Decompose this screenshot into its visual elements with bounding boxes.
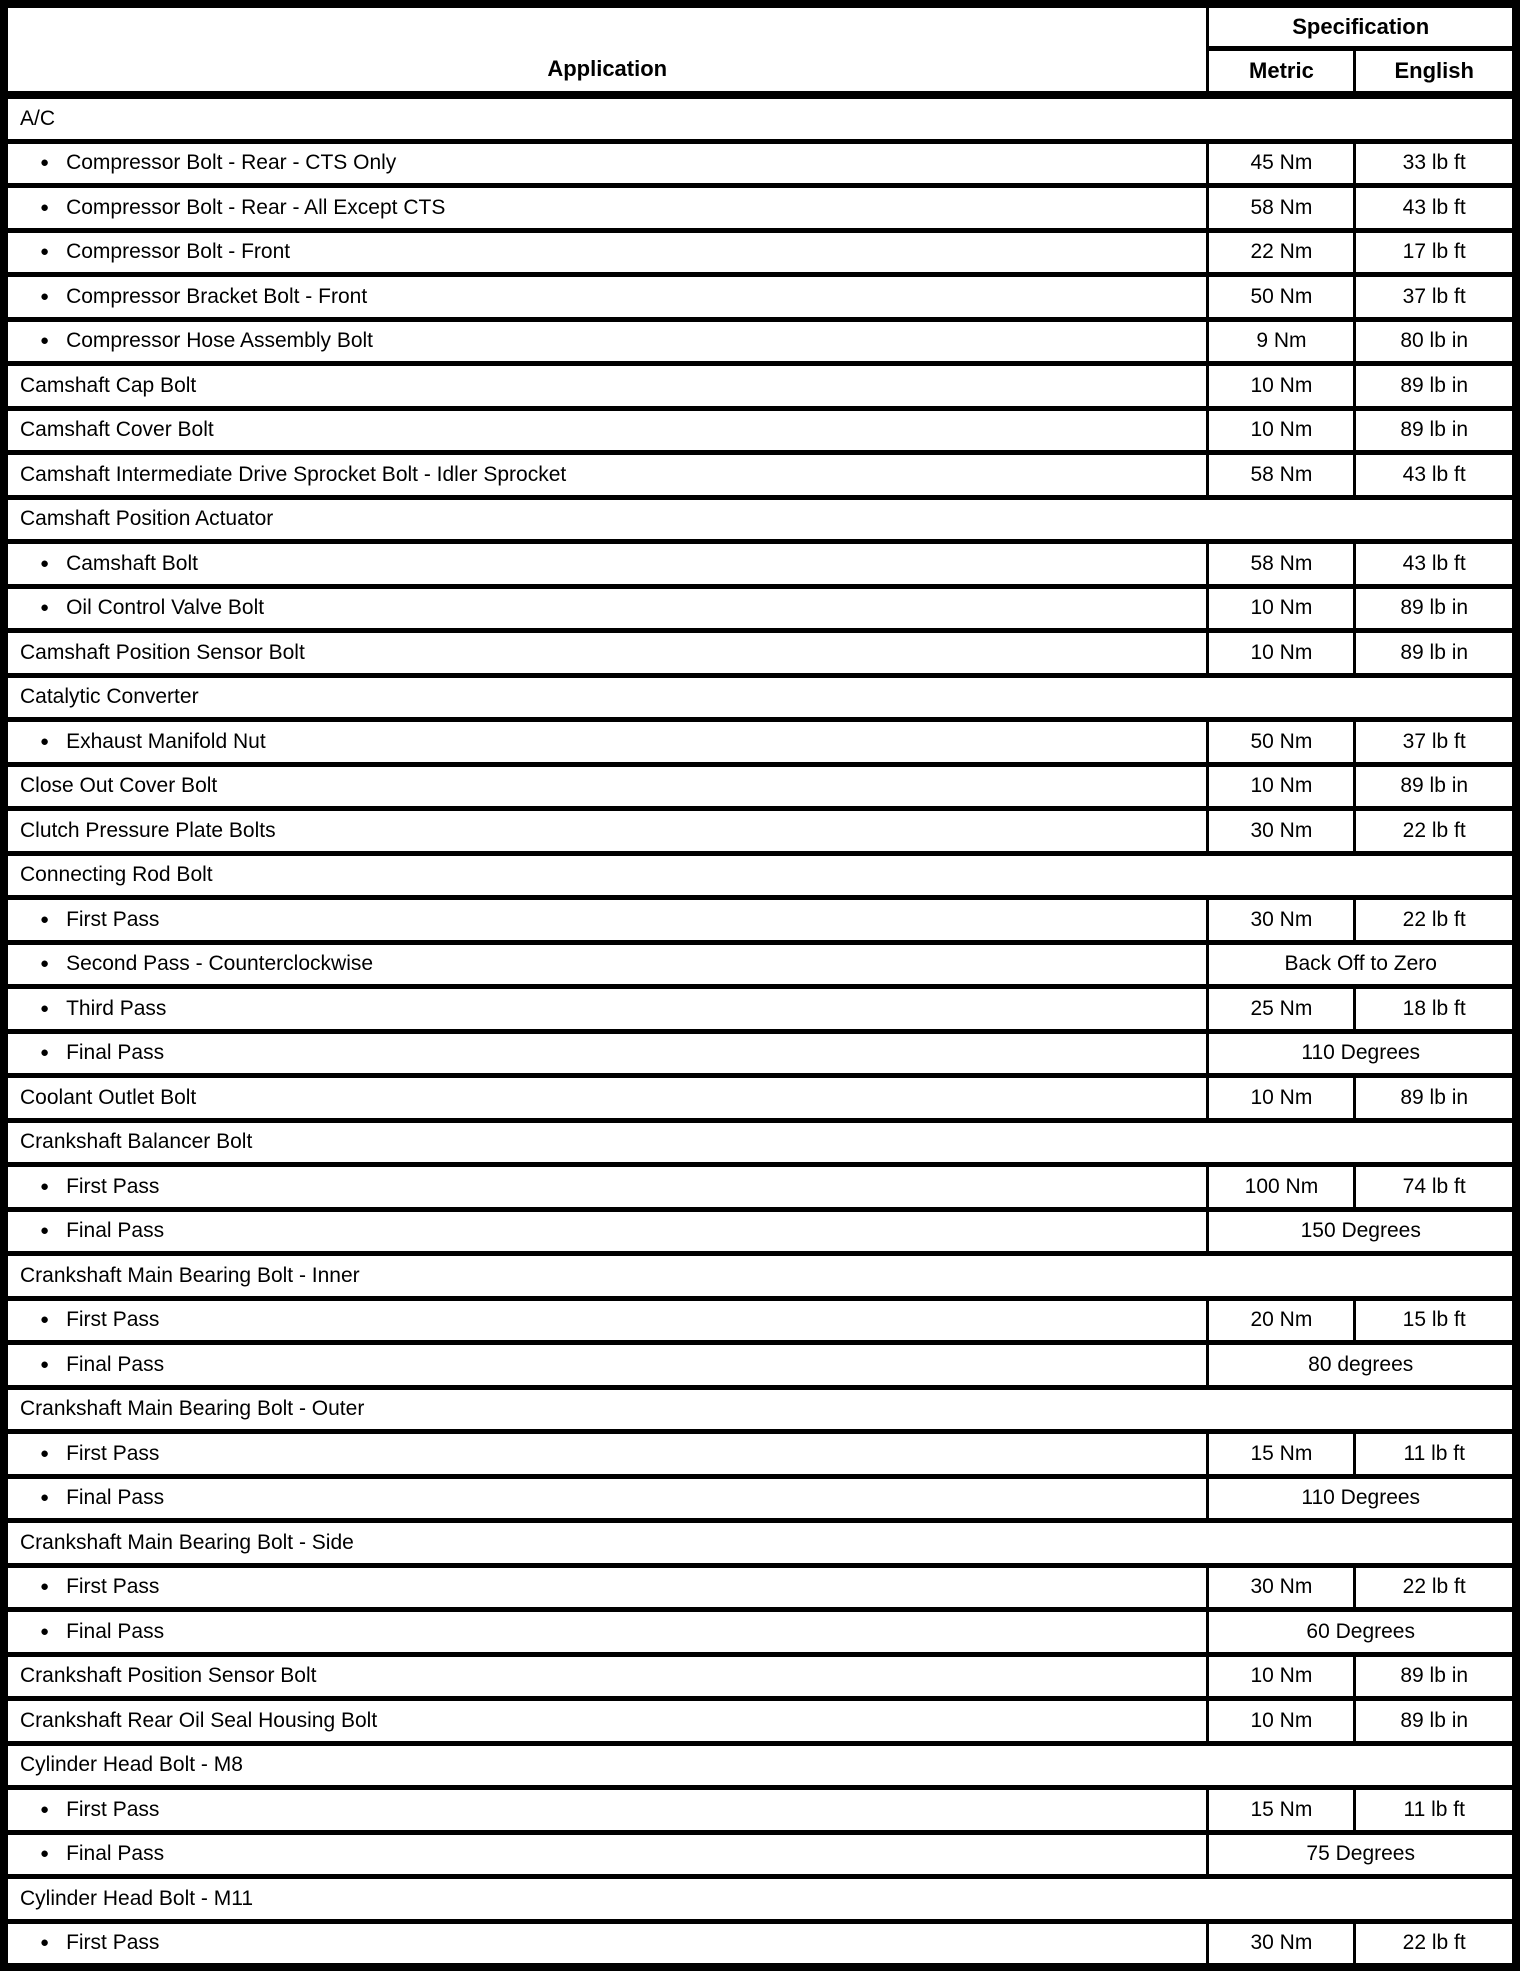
spec-merged-cell: 110 Degrees — [1208, 1476, 1516, 1521]
bullet-icon: ● — [40, 1489, 50, 1507]
metric-cell: 10 Nm — [1208, 1699, 1355, 1744]
application-label: Final Pass — [66, 1619, 165, 1643]
table-row — [4, 1832, 1516, 1877]
spec-merged-cell: 60 Degrees — [1208, 1610, 1516, 1655]
bullet-icon: ● — [40, 332, 50, 350]
metric-cell: 9 Nm — [1208, 319, 1355, 364]
metric-cell: 20 Nm — [1208, 1298, 1355, 1343]
application-label: Second Pass - Counterclockwise — [66, 952, 374, 976]
metric-cell: 45 Nm — [1208, 141, 1355, 186]
english-cell: 11 lb ft — [1355, 1788, 1516, 1833]
bullet-icon: ● — [40, 999, 50, 1017]
spec-merged-cell: 80 degrees — [1208, 1343, 1516, 1388]
english-cell: 89 lb in — [1355, 1699, 1516, 1744]
application-cell — [4, 230, 1208, 275]
english-cell: 89 lb in — [1355, 408, 1516, 453]
application-label: First Pass — [66, 907, 160, 931]
table-row — [4, 1788, 1516, 1833]
application-cell — [4, 542, 1208, 587]
application-cell — [4, 1832, 1208, 1877]
table-row — [4, 898, 1516, 943]
application-cell — [4, 898, 1208, 943]
application-label: Clutch Pressure Plate Bolts — [20, 818, 276, 842]
section-label-cell: Cylinder Head Bolt - M8 — [4, 1743, 1516, 1788]
application-label: Compressor Bolt - Rear - CTS Only — [66, 151, 397, 175]
table-row — [4, 1432, 1516, 1477]
table-row — [4, 942, 1516, 987]
english-cell: 11 lb ft — [1355, 1432, 1516, 1477]
bullet-icon: ● — [40, 732, 50, 750]
english-cell: 89 lb in — [1355, 764, 1516, 809]
application-label: Camshaft Bolt — [66, 551, 198, 575]
bullet-icon: ● — [40, 910, 50, 928]
english-cell: 74 lb ft — [1355, 1165, 1516, 1210]
table-header — [4, 4, 1516, 95]
bullet-icon: ● — [40, 198, 50, 216]
application-label: Exhaust Manifold Nut — [66, 729, 266, 753]
metric-cell: 22 Nm — [1208, 230, 1355, 275]
bullet-icon: ● — [40, 1622, 50, 1640]
table-row — [4, 364, 1516, 409]
application-label: Compressor Hose Assembly Bolt — [66, 329, 374, 353]
application-cell — [4, 1343, 1208, 1388]
application-label: First Pass — [66, 1931, 160, 1955]
table-row — [4, 1654, 1516, 1699]
application-label: Final Pass — [66, 1352, 165, 1376]
table-row — [4, 1031, 1516, 1076]
section-label-cell: Crankshaft Main Bearing Bolt - Inner — [4, 1254, 1516, 1299]
application-label: Camshaft Intermediate Drive Sprocket Bolt - Idler Sprocket — [20, 462, 567, 486]
section-row — [4, 1521, 1516, 1566]
application-cell — [4, 186, 1208, 231]
english-cell: 89 lb in — [1355, 631, 1516, 676]
spec-merged-cell: 150 Degrees — [1208, 1209, 1516, 1254]
section-row — [4, 675, 1516, 720]
application-label: Close Out Cover Bolt — [20, 774, 218, 798]
application-label: Final Pass — [66, 1842, 165, 1866]
section-label-cell: Camshaft Position Actuator — [4, 497, 1516, 542]
application-label: Camshaft Position Sensor Bolt — [20, 640, 305, 664]
table-row — [4, 186, 1516, 231]
section-label-cell: Crankshaft Balancer Bolt — [4, 1120, 1516, 1165]
section-row — [4, 853, 1516, 898]
english-cell: 89 lb in — [1355, 1654, 1516, 1699]
application-cell — [4, 586, 1208, 631]
application-cell — [4, 987, 1208, 1032]
table-row — [4, 230, 1516, 275]
table-row — [4, 1610, 1516, 1655]
table-row — [4, 141, 1516, 186]
english-cell: 89 lb in — [1355, 1076, 1516, 1121]
application-label: First Pass — [66, 1308, 160, 1332]
table-row — [4, 275, 1516, 320]
metric-cell: 25 Nm — [1208, 987, 1355, 1032]
table-row — [4, 720, 1516, 765]
bullet-icon: ● — [40, 1845, 50, 1863]
metric-cell: 30 Nm — [1208, 1921, 1355, 1967]
metric-cell: 50 Nm — [1208, 720, 1355, 765]
english-cell: 22 lb ft — [1355, 1565, 1516, 1610]
application-cell — [4, 631, 1208, 676]
section-row — [4, 95, 1516, 141]
english-cell: 22 lb ft — [1355, 1921, 1516, 1967]
application-cell — [4, 275, 1208, 320]
specification-column-header: Specification — [1208, 4, 1516, 48]
table-row — [4, 408, 1516, 453]
application-cell — [4, 1432, 1208, 1477]
english-cell: 22 lb ft — [1355, 898, 1516, 943]
table-row — [4, 1165, 1516, 1210]
application-label: First Pass — [66, 1441, 160, 1465]
english-cell: 37 lb ft — [1355, 275, 1516, 320]
application-label: Final Pass — [66, 1041, 165, 1065]
application-label: Crankshaft Rear Oil Seal Housing Bolt — [20, 1708, 378, 1732]
application-cell — [4, 1076, 1208, 1121]
metric-cell: 10 Nm — [1208, 631, 1355, 676]
table-row — [4, 631, 1516, 676]
bullet-icon: ● — [40, 154, 50, 172]
table-row — [4, 542, 1516, 587]
application-label: Camshaft Cover Bolt — [20, 418, 214, 442]
table-row — [4, 1209, 1516, 1254]
application-cell — [4, 1921, 1208, 1967]
table-row — [4, 1921, 1516, 1967]
application-cell — [4, 1476, 1208, 1521]
bullet-icon: ● — [40, 599, 50, 617]
application-label: Final Pass — [66, 1486, 165, 1510]
bullet-icon: ● — [40, 1044, 50, 1062]
spec-merged-cell: Back Off to Zero — [1208, 942, 1516, 987]
metric-cell: 10 Nm — [1208, 586, 1355, 631]
application-label: Crankshaft Position Sensor Bolt — [20, 1664, 317, 1688]
bullet-icon: ● — [40, 1444, 50, 1462]
application-label: First Pass — [66, 1797, 160, 1821]
spec-merged-cell: 75 Degrees — [1208, 1832, 1516, 1877]
bullet-icon: ● — [40, 955, 50, 973]
metric-cell: 58 Nm — [1208, 542, 1355, 587]
table-body — [4, 95, 1516, 1967]
application-cell — [4, 942, 1208, 987]
application-cell — [4, 809, 1208, 854]
section-label-cell: Crankshaft Main Bearing Bolt - Outer — [4, 1387, 1516, 1432]
application-cell — [4, 1699, 1208, 1744]
english-cell: 80 lb in — [1355, 319, 1516, 364]
metric-cell: 50 Nm — [1208, 275, 1355, 320]
table-row — [4, 1565, 1516, 1610]
application-cell — [4, 1654, 1208, 1699]
metric-cell: 100 Nm — [1208, 1165, 1355, 1210]
application-label: Compressor Bolt - Rear - All Except CTS — [66, 195, 446, 219]
english-cell: 18 lb ft — [1355, 987, 1516, 1032]
table-row — [4, 1343, 1516, 1388]
application-cell — [4, 364, 1208, 409]
section-label-cell: A/C — [4, 95, 1516, 141]
section-row — [4, 1254, 1516, 1299]
english-cell: 17 lb ft — [1355, 230, 1516, 275]
english-cell: 43 lb ft — [1355, 186, 1516, 231]
application-cell — [4, 408, 1208, 453]
application-label: Compressor Bolt - Front — [66, 240, 291, 264]
spec-merged-cell: 110 Degrees — [1208, 1031, 1516, 1076]
application-label: First Pass — [66, 1174, 160, 1198]
english-column-header: English — [1355, 48, 1516, 95]
metric-cell: 30 Nm — [1208, 898, 1355, 943]
application-cell — [4, 720, 1208, 765]
application-cell — [4, 1610, 1208, 1655]
metric-cell: 58 Nm — [1208, 453, 1355, 498]
metric-cell: 30 Nm — [1208, 1565, 1355, 1610]
english-cell: 89 lb in — [1355, 586, 1516, 631]
application-label: Third Pass — [66, 996, 167, 1020]
bullet-icon: ● — [40, 243, 50, 261]
english-cell: 15 lb ft — [1355, 1298, 1516, 1343]
section-label-cell: Catalytic Converter — [4, 675, 1516, 720]
table-row — [4, 987, 1516, 1032]
english-cell: 22 lb ft — [1355, 809, 1516, 854]
english-cell: 43 lb ft — [1355, 542, 1516, 587]
application-cell — [4, 1031, 1208, 1076]
bullet-icon: ● — [40, 1355, 50, 1373]
bullet-icon: ● — [40, 1222, 50, 1240]
bullet-icon: ● — [40, 1578, 50, 1596]
application-cell — [4, 764, 1208, 809]
english-cell: 89 lb in — [1355, 364, 1516, 409]
application-cell — [4, 1788, 1208, 1833]
section-row — [4, 1120, 1516, 1165]
application-label: Oil Control Valve Bolt — [66, 596, 265, 620]
english-cell: 43 lb ft — [1355, 453, 1516, 498]
section-row — [4, 497, 1516, 542]
application-cell — [4, 1298, 1208, 1343]
table-row — [4, 1699, 1516, 1744]
metric-cell: 58 Nm — [1208, 186, 1355, 231]
application-column-header: Application — [4, 4, 1208, 95]
section-label-cell: Cylinder Head Bolt - M11 — [4, 1877, 1516, 1922]
english-cell: 37 lb ft — [1355, 720, 1516, 765]
bullet-icon: ● — [40, 554, 50, 572]
metric-cell: 30 Nm — [1208, 809, 1355, 854]
application-label: Coolant Outlet Bolt — [20, 1085, 197, 1109]
metric-cell: 10 Nm — [1208, 1654, 1355, 1699]
table-row — [4, 319, 1516, 364]
application-cell — [4, 1209, 1208, 1254]
application-cell — [4, 1565, 1208, 1610]
table-row — [4, 809, 1516, 854]
metric-cell: 10 Nm — [1208, 364, 1355, 409]
metric-cell: 15 Nm — [1208, 1788, 1355, 1833]
bullet-icon: ● — [40, 1177, 50, 1195]
metric-cell: 10 Nm — [1208, 408, 1355, 453]
table-row — [4, 1298, 1516, 1343]
metric-cell: 10 Nm — [1208, 764, 1355, 809]
application-label: Camshaft Cap Bolt — [20, 373, 197, 397]
application-cell — [4, 453, 1208, 498]
section-row — [4, 1387, 1516, 1432]
table-row — [4, 764, 1516, 809]
table-row — [4, 1076, 1516, 1121]
section-row — [4, 1877, 1516, 1922]
section-label-cell: Crankshaft Main Bearing Bolt - Side — [4, 1521, 1516, 1566]
bullet-icon: ● — [40, 1800, 50, 1818]
table-row — [4, 453, 1516, 498]
application-cell — [4, 141, 1208, 186]
table-row — [4, 1476, 1516, 1521]
application-cell — [4, 1165, 1208, 1210]
metric-cell: 10 Nm — [1208, 1076, 1355, 1121]
application-label: Compressor Bracket Bolt - Front — [66, 284, 368, 308]
section-label-cell: Connecting Rod Bolt — [4, 853, 1516, 898]
bullet-icon: ● — [40, 1311, 50, 1329]
table-row — [4, 586, 1516, 631]
header-row-specification — [4, 4, 1516, 48]
english-cell: 33 lb ft — [1355, 141, 1516, 186]
application-label: Final Pass — [66, 1219, 165, 1243]
section-row — [4, 1743, 1516, 1788]
bullet-icon: ● — [40, 287, 50, 305]
bullet-icon: ● — [40, 1934, 50, 1952]
metric-cell: 15 Nm — [1208, 1432, 1355, 1477]
application-label: First Pass — [66, 1575, 160, 1599]
metric-column-header: Metric — [1208, 48, 1355, 95]
application-cell — [4, 319, 1208, 364]
